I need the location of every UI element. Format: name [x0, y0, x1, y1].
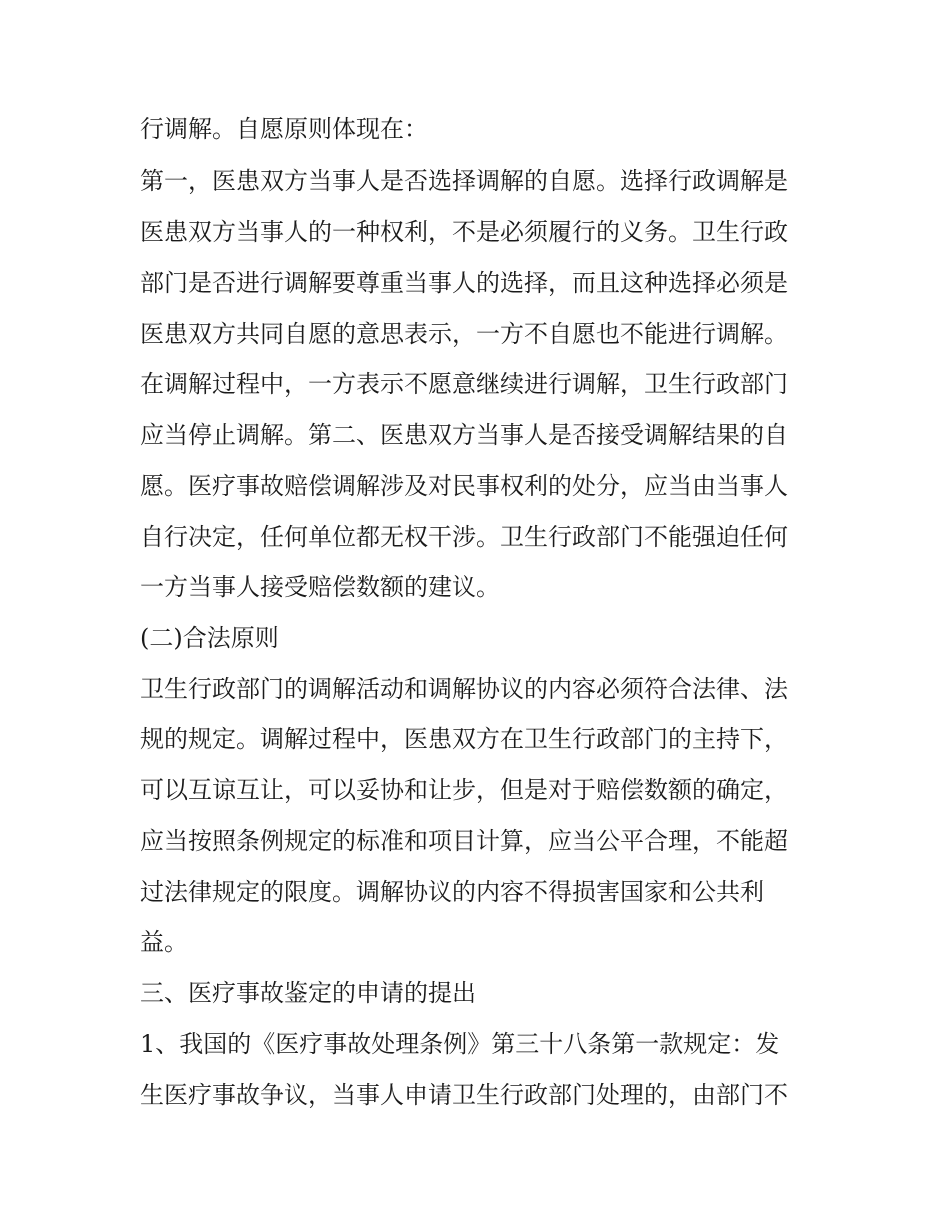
text-line: 过法律规定的限度。调解协议的内容不得损害国家和公共利 [140, 878, 764, 906]
text-line: 自行决定，任何单位都无权干涉。卫生行政部门不能强迫任何 [140, 523, 788, 551]
text-line: 应当按照条例规定的标准和项目计算，应当公平合理，不能超 [140, 827, 788, 855]
text-line: 医患双方当事人的一种权利，不是必须履行的义务。卫生行政 [140, 218, 788, 246]
text-line: 应当停止调解。第二、医患双方当事人是否接受调解结果的自 [140, 421, 788, 449]
text-line: 可以互谅互让，可以妥协和让步，但是对于赔偿数额的确定， [140, 776, 788, 804]
section-heading: 三、医疗事故鉴定的申请的提出 [140, 979, 476, 1007]
section-heading: (二)合法原则 [140, 624, 279, 652]
text-line: 益。 [140, 928, 188, 956]
text-line: 1、我国的《医疗事故处理条例》第三十八条第一款规定：发 [140, 1030, 780, 1058]
text-line: 在调解过程中，一方表示不愿意继续进行调解，卫生行政部门 [140, 370, 788, 398]
text-line: 医患双方共同自愿的意思表示，一方不自愿也不能进行调解。 [140, 320, 788, 348]
text-line: 规的规定。调解过程中，医患双方在卫生行政部门的主持下， [140, 725, 788, 753]
text-line: 愿。医疗事故赔偿调解涉及对民事权利的处分，应当由当事人 [140, 472, 788, 500]
text-line: 卫生行政部门的调解活动和调解协议的内容必须符合法律、法 [140, 675, 788, 703]
text-line: 部门是否进行调解要尊重当事人的选择，而且这种选择必须是 [140, 269, 788, 297]
text-line: 第一，医患双方当事人是否选择调解的自愿。选择行政调解是 [140, 167, 788, 195]
text-line: 行调解。自愿原则体现在： [140, 115, 428, 143]
text-line: 一方当事人接受赔偿数额的建议。 [140, 573, 500, 601]
text-line: 生医疗事故争议，当事人申请卫生行政部门处理的，由部门不 [140, 1081, 788, 1109]
